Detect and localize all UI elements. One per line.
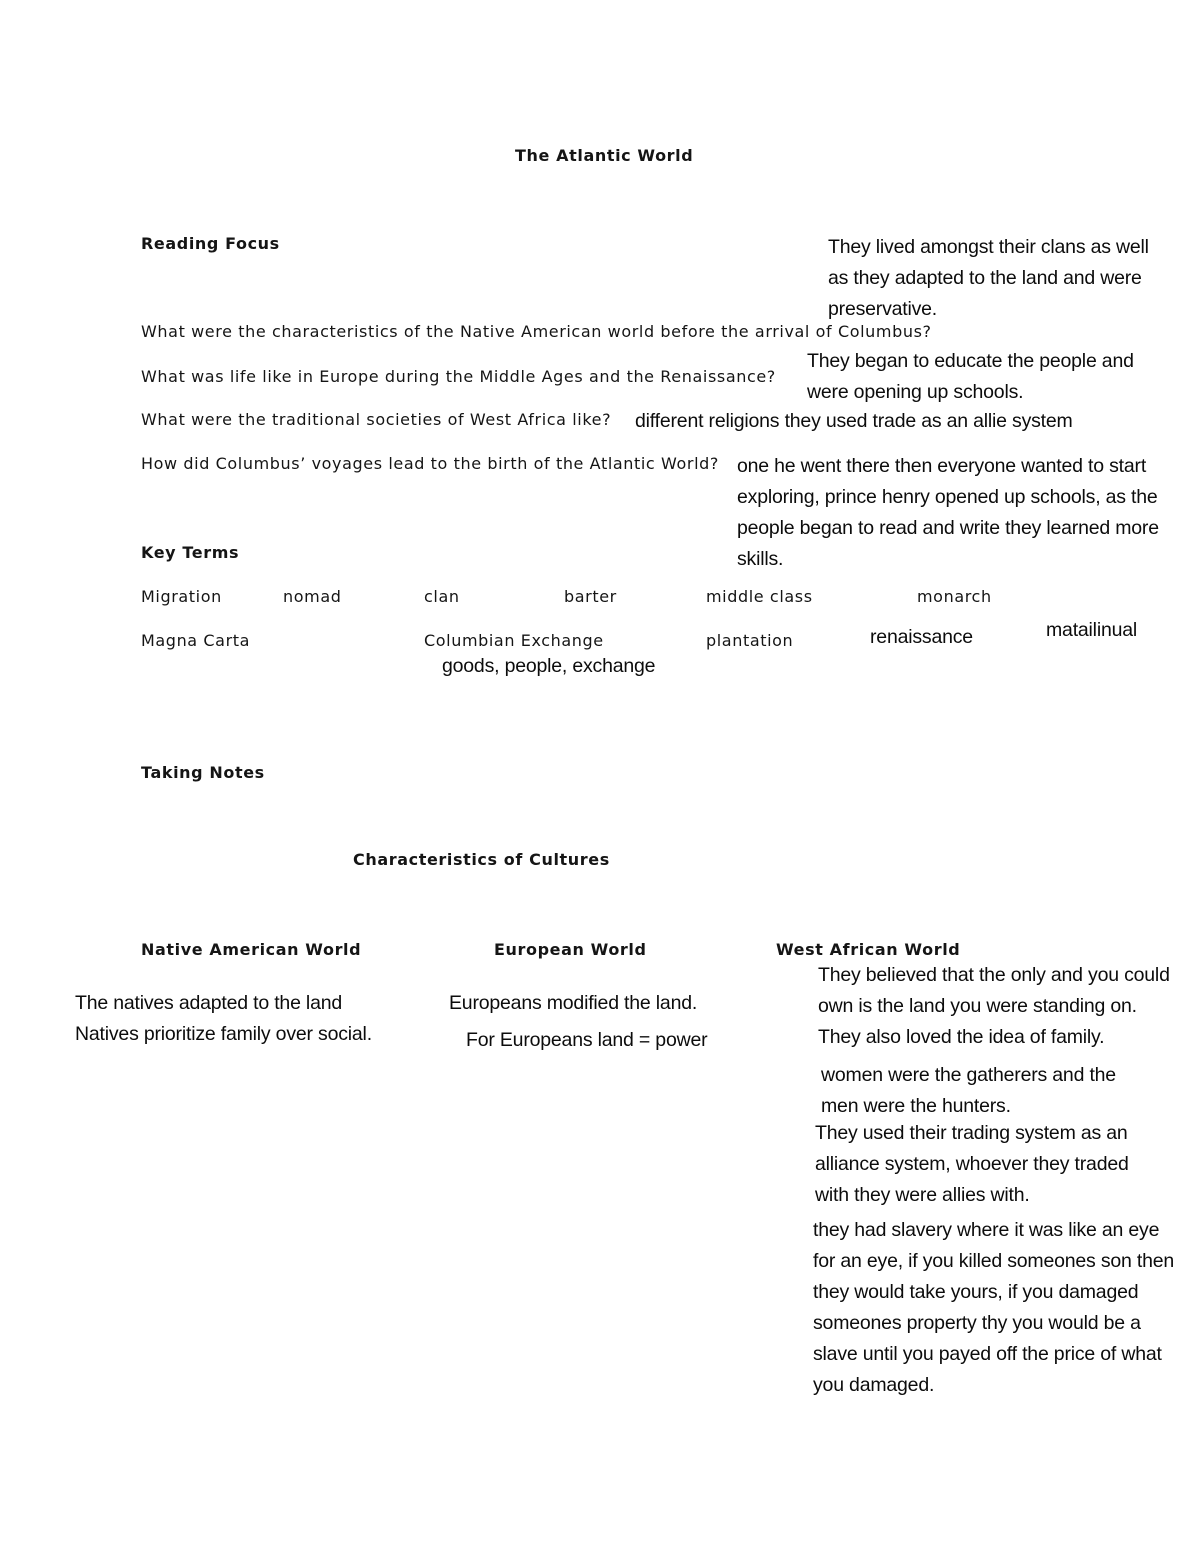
question-columbus: How did Columbus’ voyages lead to the birth of the Atlantic World? bbox=[141, 454, 719, 473]
native-american-world-heading: Native American World bbox=[141, 940, 362, 959]
term-middle-class: middle class bbox=[706, 587, 813, 606]
page-title: The Atlantic World bbox=[515, 146, 694, 165]
term-nomad: nomad bbox=[283, 587, 342, 606]
term-plantation: plantation bbox=[706, 631, 794, 650]
note-line: women were the gatherers and the bbox=[821, 1064, 1116, 1086]
note-line: men were the hunters. bbox=[821, 1095, 1011, 1117]
note-line: They used their trading system as an bbox=[815, 1122, 1128, 1144]
west-african-notes-roles bbox=[821, 1060, 1116, 1122]
note-line: They also loved the idea of family. bbox=[818, 1026, 1105, 1048]
answer-line: one he went there then everyone wanted to start bbox=[737, 455, 1147, 477]
term-migration: Migration bbox=[141, 587, 222, 606]
european-world-heading: European World bbox=[494, 940, 647, 959]
question-west-africa: What were the traditional societies of West Africa like? bbox=[141, 410, 612, 429]
answer-europe bbox=[807, 346, 1134, 408]
west-african-world-heading: West African World bbox=[776, 940, 961, 959]
term-matailinual: matailinual bbox=[1046, 619, 1138, 641]
answer-columbus bbox=[737, 451, 1159, 575]
european-note-2: For Europeans land = power bbox=[466, 1029, 708, 1051]
answer-line: skills. bbox=[737, 548, 784, 570]
west-african-notes-land bbox=[818, 960, 1170, 1053]
term-monarch: monarch bbox=[917, 587, 992, 606]
key-terms-heading: Key Terms bbox=[141, 543, 240, 562]
term-clan: clan bbox=[424, 587, 460, 606]
question-native-american: What were the characteristics of the Native American world before the arrival of Columbus? bbox=[141, 322, 932, 341]
question-europe: What was life like in Europe during the Middle Ages and the Renaissance? bbox=[141, 367, 776, 386]
term-magna-carta: Magna Carta bbox=[141, 631, 251, 650]
west-african-notes-slavery bbox=[813, 1215, 1174, 1401]
reading-focus-heading: Reading Focus bbox=[141, 234, 280, 253]
note-line: own is the land you were standing on. bbox=[818, 995, 1137, 1017]
note-line: for an eye, if you killed someones son then bbox=[813, 1250, 1175, 1272]
european-note-1: Europeans modified the land. bbox=[449, 992, 698, 1014]
answer-line: exploring, prince henry opened up schools, as the bbox=[737, 486, 1158, 508]
answer-line: They lived amongst their clans as well bbox=[828, 236, 1149, 258]
columbian-exchange-note: goods, people, exchange bbox=[442, 655, 656, 677]
native-american-notes bbox=[75, 988, 372, 1050]
note-line: alliance system, whoever they traded bbox=[815, 1153, 1129, 1175]
note-line: Natives prioritize family over social. bbox=[75, 1023, 372, 1045]
note-line: someones property thy you would be a bbox=[813, 1312, 1141, 1334]
answer-line: as they adapted to the land and were bbox=[828, 267, 1142, 289]
characteristics-heading: Characteristics of Cultures bbox=[353, 850, 610, 869]
answer-native-american bbox=[828, 232, 1149, 325]
term-columbian-exchange: Columbian Exchange bbox=[424, 631, 604, 650]
note-line: slave until you payed off the price of what bbox=[813, 1343, 1162, 1365]
answer-line: people began to read and write they learned more bbox=[737, 517, 1159, 539]
answer-line: They began to educate the people and bbox=[807, 350, 1134, 372]
note-line: with they were allies with. bbox=[815, 1184, 1030, 1206]
answer-line: preservative. bbox=[828, 298, 938, 320]
note-line: they had slavery where it was like an eye bbox=[813, 1219, 1160, 1241]
note-line: they would take yours, if you damaged bbox=[813, 1281, 1139, 1303]
term-barter: barter bbox=[564, 587, 617, 606]
note-line: The natives adapted to the land bbox=[75, 992, 343, 1014]
west-african-notes-trade bbox=[815, 1118, 1129, 1211]
answer-line: were opening up schools. bbox=[807, 381, 1024, 403]
taking-notes-heading: Taking Notes bbox=[141, 763, 265, 782]
term-renaissance: renaissance bbox=[870, 626, 973, 648]
answer-west-africa: different religions they used trade as an allie system bbox=[635, 410, 1073, 432]
note-line: They believed that the only and you could bbox=[818, 964, 1170, 986]
note-line: you damaged. bbox=[813, 1374, 935, 1396]
